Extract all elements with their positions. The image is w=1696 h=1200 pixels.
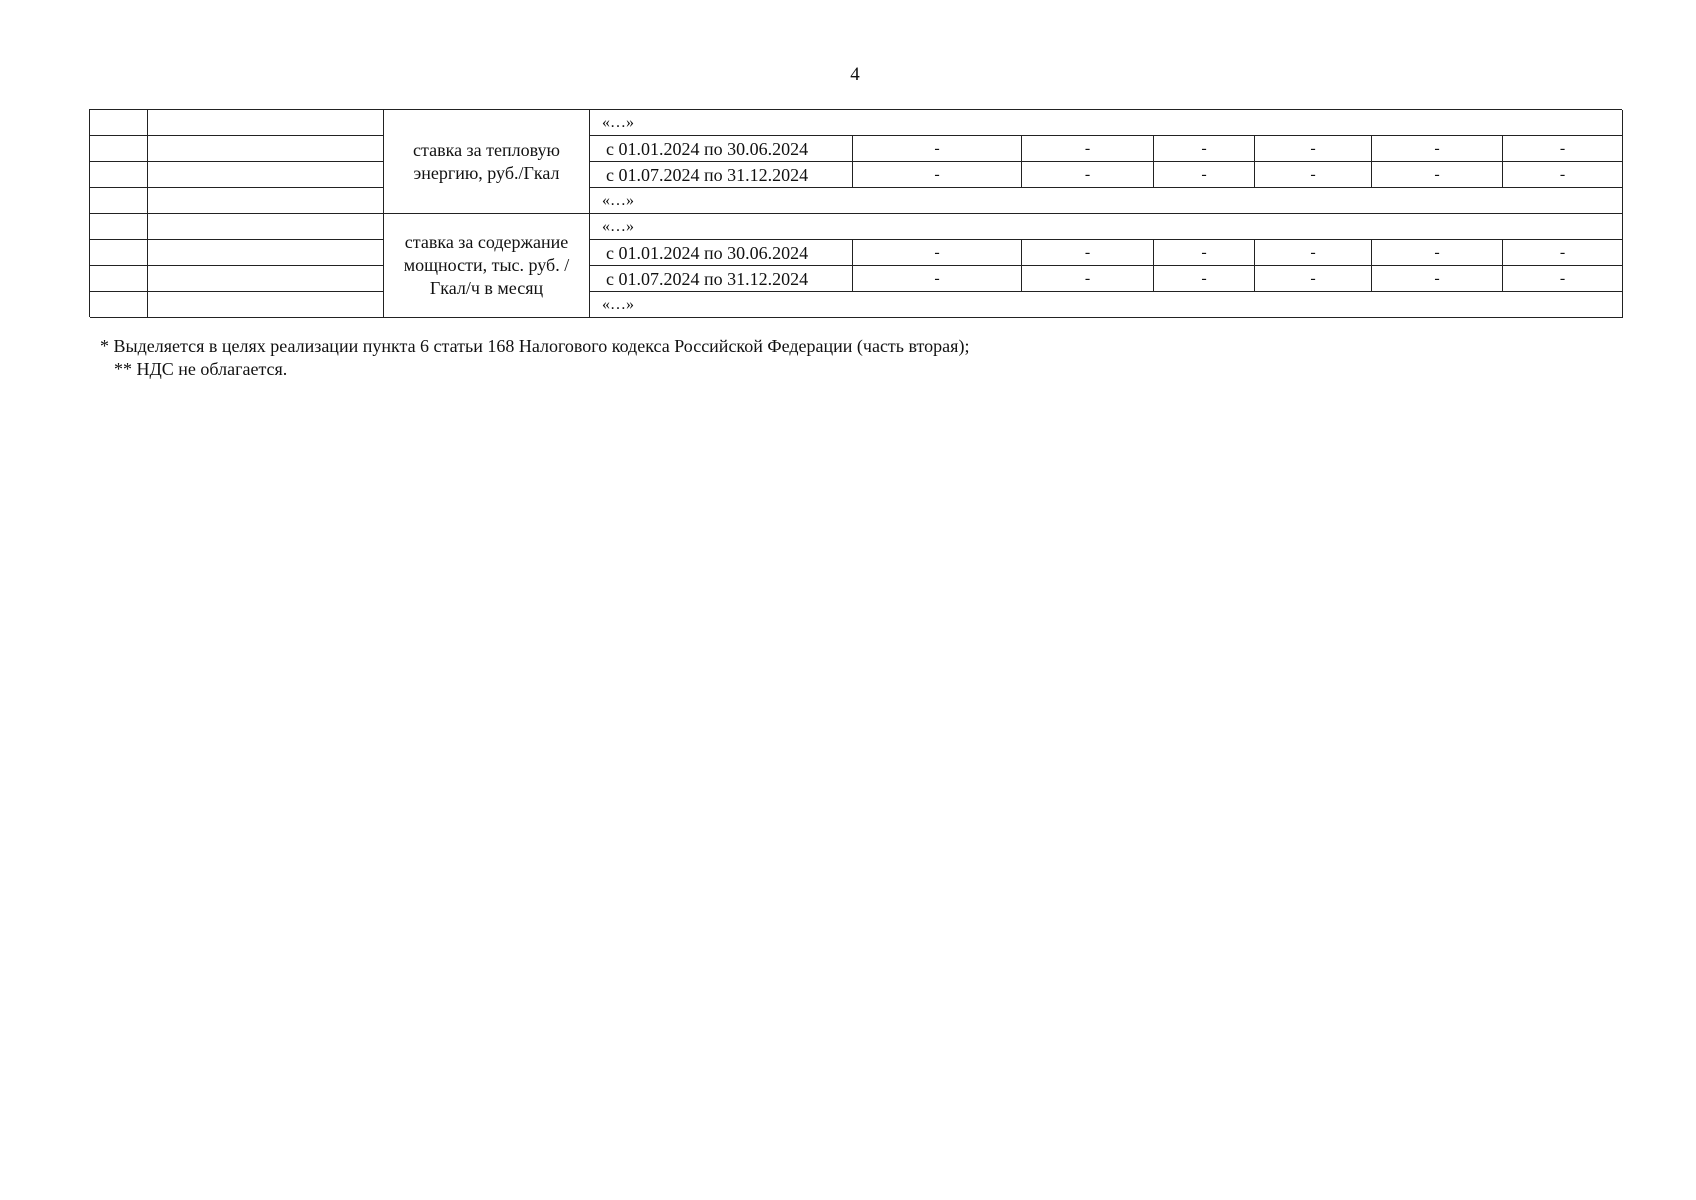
table-cell-number (90, 266, 148, 292)
value-cell: - (1503, 240, 1623, 266)
value-cell: - (1255, 266, 1372, 292)
parameter-capacity-rate: ставка за содержание мощности, тыс. руб. /Гкал/ч в месяц (384, 214, 590, 318)
value-cell: - (1372, 266, 1503, 292)
value-cell: - (1154, 240, 1255, 266)
omitted-rows-marker: «…» (590, 188, 1623, 214)
value-cell: - (1022, 240, 1154, 266)
value-cell: - (1503, 162, 1623, 188)
table-cell-name (148, 110, 384, 136)
period-label: с 01.01.2024 по 30.06.2024 (590, 136, 853, 162)
table-cell-number (90, 110, 148, 136)
table-cell-name (148, 266, 384, 292)
value-cell: - (1255, 240, 1372, 266)
value-cell: - (1022, 266, 1154, 292)
period-label: с 01.07.2024 по 31.12.2024 (590, 162, 853, 188)
omitted-rows-marker: «…» (590, 292, 1623, 318)
table-cell-number (90, 162, 148, 188)
table-cell-number (90, 292, 148, 318)
value-cell: - (1503, 266, 1623, 292)
table-cell-number (90, 188, 148, 214)
value-cell: - (1255, 162, 1372, 188)
value-cell: - (1154, 136, 1255, 162)
table-cell-name (148, 136, 384, 162)
value-cell: - (1154, 266, 1255, 292)
value-cell: - (1372, 136, 1503, 162)
footnote-vat-exempt: ** НДС не облагается. (114, 359, 288, 379)
table-cell-name (148, 214, 384, 240)
value-cell: - (853, 266, 1022, 292)
period-label: с 01.01.2024 по 30.06.2024 (590, 240, 853, 266)
value-cell: - (1022, 136, 1154, 162)
period-label: с 01.07.2024 по 31.12.2024 (590, 266, 853, 292)
table-cell-number (90, 240, 148, 266)
value-cell: - (853, 240, 1022, 266)
footnote-vat-allocated: * Выделяется в целях реализации пункта 6 статьи 168 Налогового кодекса Российской Федерации (часть вторая); (100, 336, 970, 356)
footnotes (100, 335, 969, 381)
table-cell-name (148, 188, 384, 214)
value-cell: - (853, 136, 1022, 162)
value-cell: - (1503, 136, 1623, 162)
omitted-rows-marker: «…» (590, 110, 1623, 136)
value-cell: - (1372, 240, 1503, 266)
table-cell-name (148, 292, 384, 318)
table-cell-name (148, 240, 384, 266)
page-number: 4 (850, 64, 860, 85)
value-cell: - (1022, 162, 1154, 188)
value-cell: - (853, 162, 1022, 188)
value-cell: - (1372, 162, 1503, 188)
omitted-rows-marker: «…» (590, 214, 1623, 240)
table-cell-name (148, 162, 384, 188)
tariff-table (89, 109, 1622, 317)
table-cell-number (90, 136, 148, 162)
value-cell: - (1255, 136, 1372, 162)
table-cell-number (90, 214, 148, 240)
value-cell: - (1154, 162, 1255, 188)
parameter-heat-energy-rate: ставка за тепловую энергию, руб./Гкал (384, 110, 590, 214)
